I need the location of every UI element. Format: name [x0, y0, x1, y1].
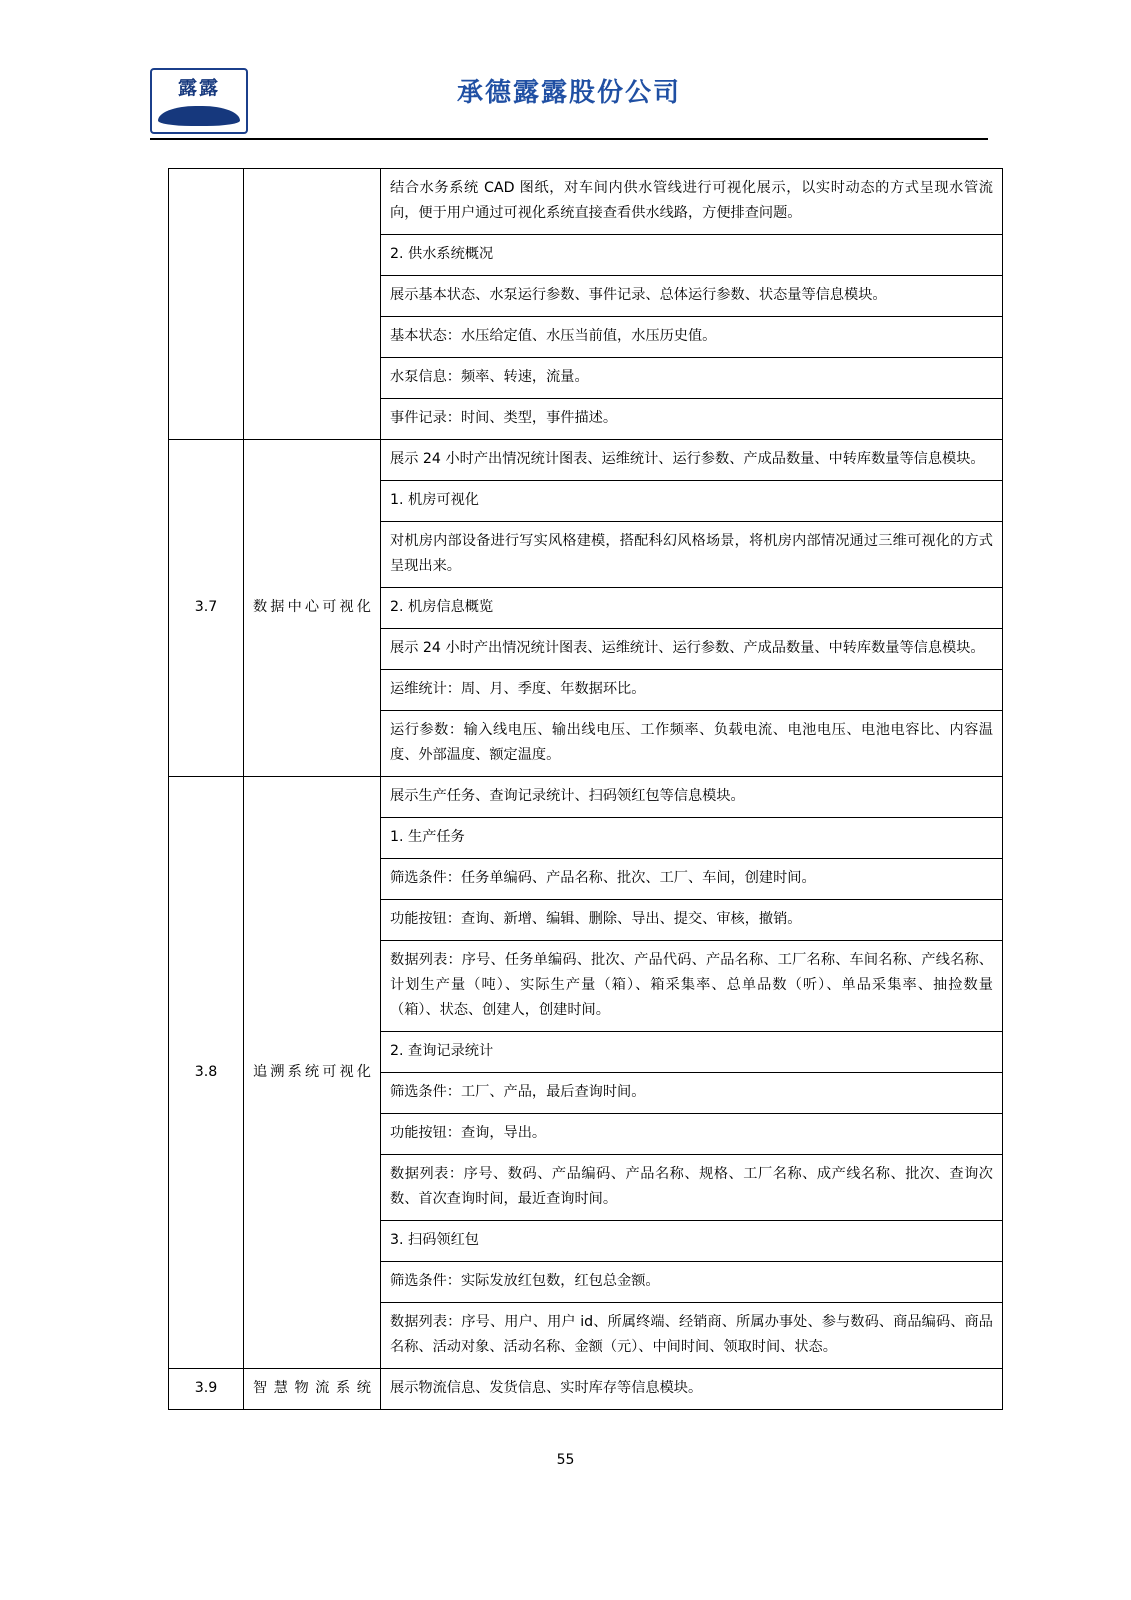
row-body-cell: 1. 机房可视化	[381, 481, 1003, 522]
row-body-cell: 展示物流信息、发货信息、实时库存等信息模块。	[381, 1369, 1003, 1410]
row-body-cell: 基本状态：水压给定值、水压当前值，水压历史值。	[381, 317, 1003, 358]
row-body-cell: 数据列表：序号、用户、用户 id、所属终端、经销商、所属办事处、参与数码、商品编码、商品名称、活动对象、活动名称、金额（元）、中间时间、领取时间、状态。	[381, 1303, 1003, 1369]
row-number-cell	[169, 169, 244, 440]
table-row	[169, 777, 1003, 818]
row-body-cell: 数据列表：序号、任务单编码、批次、产品代码、产品名称、工厂名称、车间名称、产线名称、计划生产量（吨）、实际生产量（箱）、箱采集率、总单品数（听）、单品采集率、抽捡数量（箱）、状态、创建人，创建时间。	[381, 941, 1003, 1032]
row-body-cell: 功能按钮：查询、新增、编辑、删除、导出、提交、审核，撤销。	[381, 900, 1003, 941]
row-body-cell: 2. 供水系统概况	[381, 235, 1003, 276]
logo-text: 露露	[177, 77, 220, 99]
row-name-cell: 智慧物流系统	[244, 1369, 381, 1410]
row-body-cell: 2. 查询记录统计	[381, 1032, 1003, 1073]
row-body-cell: 2. 机房信息概览	[381, 588, 1003, 629]
row-body-cell: 3. 扫码领红包	[381, 1221, 1003, 1262]
row-body-cell: 筛选条件：实际发放红包数，红包总金额。	[381, 1262, 1003, 1303]
table-row	[169, 169, 1003, 235]
row-number-cell: 3.7	[169, 440, 244, 777]
row-body-cell: 运维统计：周、月、季度、年数据环比。	[381, 670, 1003, 711]
row-body-cell: 1. 生产任务	[381, 818, 1003, 859]
row-body-cell: 展示 24 小时产出情况统计图表、运维统计、运行参数、产成品数量、中转库数量等信息模块。	[381, 629, 1003, 670]
row-body-cell: 运行参数：输入线电压、输出线电压、工作频率、负载电流、电池电压、电池电容比、内容温度、外部温度、额定温度。	[381, 711, 1003, 777]
row-body-cell: 结合水务系统 CAD 图纸，对车间内供水管线进行可视化展示，以实时动态的方式呈现水管流向，便于用户通过可视化系统直接查看供水线路，方便排查问题。	[381, 169, 1003, 235]
row-body-cell: 筛选条件：任务单编码、产品名称、批次、工厂、车间，创建时间。	[381, 859, 1003, 900]
page-title: 承德露露股份公司	[456, 78, 681, 108]
row-number-cell: 3.9	[169, 1369, 244, 1410]
row-body-cell: 对机房内部设备进行写实风格建模，搭配科幻风格场景，将机房内部情况通过三维可视化的方式呈现出来。	[381, 522, 1003, 588]
row-body-cell: 展示 24 小时产出情况统计图表、运维统计、运行参数、产成品数量、中转库数量等信息模块。	[381, 440, 1003, 481]
row-name-cell: 数据中心可视化	[244, 440, 381, 777]
table-row	[169, 440, 1003, 481]
row-body-cell: 水泵信息：频率、转速，流量。	[381, 358, 1003, 399]
row-name-cell	[244, 169, 381, 440]
row-body-cell: 功能按钮：查询，导出。	[381, 1114, 1003, 1155]
row-body-cell: 筛选条件：工厂、产品，最后查询时间。	[381, 1073, 1003, 1114]
table-row	[169, 1369, 1003, 1410]
row-number-cell: 3.8	[169, 777, 244, 1369]
row-body-cell: 事件记录：时间、类型，事件描述。	[381, 399, 1003, 440]
requirements-table	[168, 168, 993, 1410]
row-body-cell: 展示生产任务、查询记录统计、扫码领红包等信息模块。	[381, 777, 1003, 818]
row-name-cell: 追溯系统可视化	[244, 777, 381, 1369]
page-header	[150, 68, 988, 140]
row-body-cell: 数据列表：序号、数码、产品编码、产品名称、规格、工厂名称、成产线名称、批次、查询次数、首次查询时间，最近查询时间。	[381, 1155, 1003, 1221]
header-divider	[150, 138, 988, 140]
page-number: 55	[556, 1452, 575, 1468]
row-body-cell: 展示基本状态、水泵运行参数、事件记录、总体运行参数、状态量等信息模块。	[381, 276, 1003, 317]
logo-swoosh-shape	[158, 106, 240, 126]
